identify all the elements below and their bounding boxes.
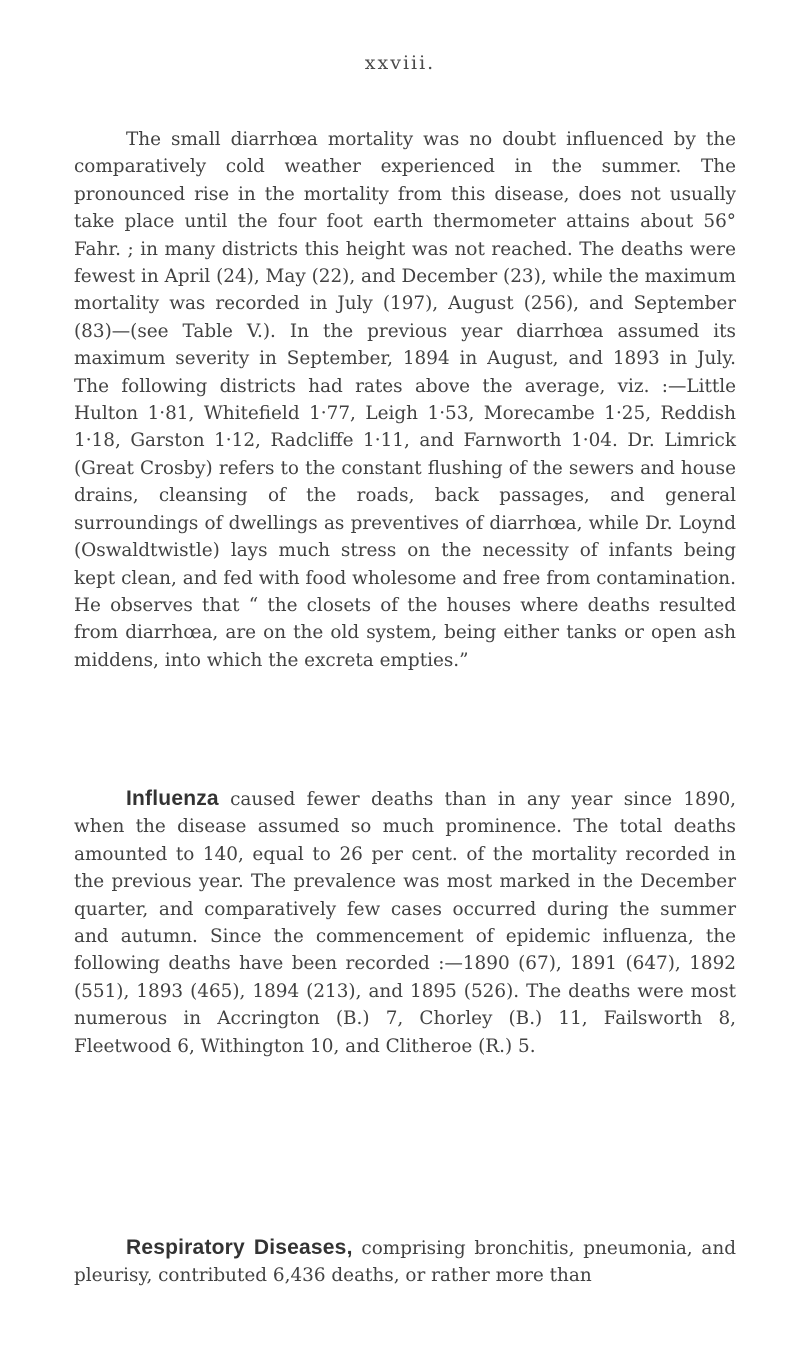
paragraph-text: comprising bronchitis, pneumonia, and pleurisy, contributed 6,436 deaths, or rather more than [74, 1238, 736, 1287]
paragraph-influenza [74, 785, 736, 1060]
section-heading-influenza: Influenza [126, 787, 219, 810]
page-number: xxviii. [364, 52, 436, 74]
paragraph-text: caused fewer deaths than in any year since 1890, when the disease assumed so much prominence. The total deaths amounted to 140, equal to 26 per cent. of the mortality recorded in the previous year. The prevalence was most marked in the December quarter, and comparatively few cases occurred during the summer and autumn. Since the commencement of epidemic influenza, the following deaths have been recorded :—1890 (67), 1891 (647), 1892 (551), 1893 (465), 1894 (213), and 1895 (526). The deaths were most numerous in Accrington (B.) 7, Chorley (B.) 11, Failsworth 8, Fleetwood 6, Withington 10, and Clitheroe (R.) 5. [74, 789, 736, 1057]
section-heading-respiratory-diseases: Respiratory Diseases, [126, 1236, 353, 1259]
paragraph-diarrhoea [74, 126, 736, 674]
paragraph-text: The small diarrhœa mortality was no doubt influenced by the comparatively cold weather experienced in the summer. The pronounced rise in the mortality from this disease, does not usually take place until the four foot earth thermometer attains about 56° Fahr. ; in many districts this height was not reached. The deaths were fewest in April (24), May (22), and December (23), while the maximum mortality was recorded in July (197), August (256), and September (83)—(see Table V.). In the previous year diarrhœa assumed its maximum severity in September, 1894 in August, and 1893 in July. The following districts had rates above the average, viz. :—Little Hulton 1·81, Whitefield 1·77, Leigh 1·53, Morecambe 1·25, Reddish 1·18, Garston 1·12, Radcliffe 1·11, and Farnworth 1·04. Dr. Limrick (Great Crosby) refers to the constant flushing of the sewers and house drains, cleansing of the roads, back passages, and general surroundings of dwellings as preventives of diarrhœa, while Dr. Loynd (Oswaldtwistle) lays much stress on the necessity of infants being kept clean, and fed with food wholesome and free from contamination. He observes that “ the closets of the houses where deaths resulted from diarrhœa, are on the old system, being either tanks or open ash middens, into which the excreta empties.” [74, 129, 736, 671]
paragraph-respiratory-diseases [74, 1234, 736, 1290]
